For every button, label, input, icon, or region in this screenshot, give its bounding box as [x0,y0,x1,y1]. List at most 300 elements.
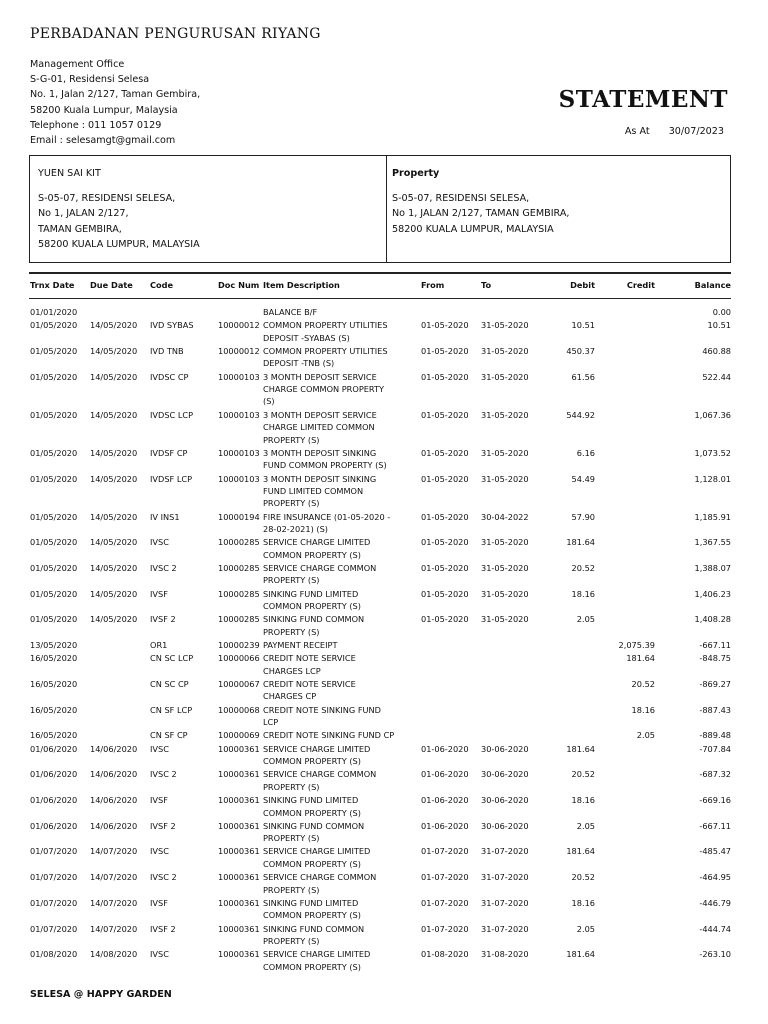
cell-trnx-date: 01/05/2020 [30,447,78,458]
cell-from: 01-05-2020 [421,473,469,484]
cell-balance: -485.47 [699,846,731,857]
cell-from: 01-07-2020 [421,897,469,908]
description-line: COMMON PROPERTY (S) [263,910,361,921]
cell-from: 01-06-2020 [421,743,469,754]
address-line: 58200 Kuala Lumpur, Malaysia [30,104,178,116]
cell-due-date: 14/05/2020 [90,614,138,625]
table-row [0,923,768,949]
description-line: PROPERTY (S) [263,781,320,792]
table-row [0,345,768,371]
cell-doc-num: 10000285 [218,588,260,599]
table-row [0,613,768,639]
cell-item-description [263,729,413,741]
description-line: 3 MONTH DEPOSIT SINKING [263,473,377,484]
cell-from: 01-05-2020 [421,371,469,382]
description-line: BALANCE B/F [263,307,318,317]
cell-credit: 18.16 [631,704,655,715]
description-line: CHARGES CP [263,691,317,702]
cell-doc-num: 10000285 [218,563,260,574]
cell-item-description [263,704,413,729]
description-line: COMMON PROPERTY (S) [263,807,361,818]
cell-balance: 10.51 [707,320,731,331]
cell-item-description [263,678,413,703]
cell-item-description [263,871,413,896]
description-line: PROPERTY (S) [263,498,320,509]
cell-code: IVSC [150,537,169,548]
cell-from: 01-05-2020 [421,320,469,331]
cell-doc-num: 10000012 [218,320,260,331]
description-line: SERVICE CHARGE COMMON [263,769,377,780]
cell-balance: -669.16 [699,795,731,806]
cell-from: 01-06-2020 [421,795,469,806]
cell-trnx-date: 01/07/2020 [30,872,78,883]
cell-debit: 181.64 [566,743,595,754]
cell-item-description [263,794,413,819]
cell-trnx-date: 01/07/2020 [30,923,78,934]
cell-code: IVSC [150,743,169,754]
cell-doc-num: 10000067 [218,679,260,690]
table-row [0,729,768,742]
cell-item-description [263,536,413,561]
cell-doc-num: 10000069 [218,730,260,741]
table-row [0,897,768,923]
cell-doc-num: 10000361 [218,923,260,934]
table-row [0,871,768,897]
telephone: Telephone : 011 1057 0129 [30,119,162,131]
cell-trnx-date: 01/06/2020 [30,795,78,806]
cell-doc-num: 10000361 [218,949,260,960]
col-header-debit: Debit [570,280,595,290]
table-row [0,704,768,730]
description-line: COMMON PROPERTY (S) [263,961,361,972]
col-header-code: Code [150,280,174,290]
footer-text: SELESA @ HAPPY GARDEN [30,989,172,1000]
address-line: Management Office [30,59,125,70]
cell-balance: -263.10 [699,949,731,960]
cell-doc-num: 10000285 [218,537,260,548]
cell-due-date: 14/06/2020 [90,820,138,831]
cell-trnx-date: 01/08/2020 [30,949,78,960]
cell-code: IVSF 2 [150,614,176,625]
cell-debit: 18.16 [571,588,595,599]
cell-trnx-date: 01/05/2020 [30,409,78,420]
cell-trnx-date: 01/05/2020 [30,511,78,522]
description-line: 3 MONTH DEPOSIT SERVICE [263,409,377,420]
cell-trnx-date: 01/01/2020 [30,307,78,317]
cell-debit: 181.64 [566,537,595,548]
cell-balance: -887.43 [699,704,731,715]
description-line: (S) [263,396,275,407]
cell-due-date: 14/07/2020 [90,923,138,934]
cell-doc-num: 10000361 [218,743,260,754]
cell-code: CN SC CP [150,679,189,690]
table-row [0,678,768,704]
cell-balance: -444.74 [699,923,731,934]
col-header-balance: Balance [694,280,731,290]
description-line: CHARGE LIMITED COMMON [263,422,375,433]
cell-trnx-date: 13/05/2020 [30,640,78,651]
cell-due-date: 14/07/2020 [90,846,138,857]
cell-to: 31-05-2020 [481,473,529,484]
cell-due-date: 14/07/2020 [90,897,138,908]
table-row [0,536,768,562]
cell-from: 01-05-2020 [421,345,469,356]
col-header-credit: Credit [626,280,655,290]
description-line: SERVICE CHARGE LIMITED [263,949,371,960]
customer-property-box [29,155,731,263]
cell-to: 31-05-2020 [481,371,529,382]
cell-trnx-date: 01/07/2020 [30,897,78,908]
cell-to: 31-05-2020 [481,563,529,574]
cell-to: 31-05-2020 [481,614,529,625]
cell-from: 01-07-2020 [421,872,469,883]
cell-item-description [263,923,413,948]
table-row [0,652,768,678]
cell-balance: 0.00 [712,307,731,317]
cell-doc-num: 10000361 [218,820,260,831]
cell-item-description [263,639,413,651]
cell-code: IVDSF LCP [150,473,193,484]
customer-block [38,166,200,253]
cell-code: IVSC 2 [150,769,177,780]
description-line: SINKING FUND COMMON [263,614,365,625]
description-line: FIRE INSURANCE (01-05-2020 - [263,511,391,522]
cell-balance: 1,388.07 [694,563,731,574]
cell-from: 01-06-2020 [421,769,469,780]
cell-code: IVDSF CP [150,447,188,458]
cell-code: IVSF [150,795,168,806]
cell-to: 31-05-2020 [481,588,529,599]
cell-item-description [263,473,413,510]
cell-debit: 10.51 [571,320,595,331]
cell-trnx-date: 01/07/2020 [30,846,78,857]
description-line: SERVICE CHARGE LIMITED [263,846,371,857]
table-row [0,306,768,319]
cell-code: CN SF CP [150,730,188,741]
description-line: FUND LIMITED COMMON [263,485,364,496]
col-header-item-description: Item Description [263,280,340,290]
cell-item-description [263,319,413,344]
cell-code: OR1 [150,640,168,651]
cell-trnx-date: 01/05/2020 [30,537,78,548]
description-line: CHARGE COMMON PROPERTY [263,384,385,395]
cell-from: 01-05-2020 [421,563,469,574]
table-row [0,845,768,871]
cell-due-date: 14/06/2020 [90,795,138,806]
customer-address-line: 58200 KUALA LUMPUR, MALAYSIA [38,239,200,250]
cell-balance: 460.88 [702,345,731,356]
description-line: COMMON PROPERTY (S) [263,549,361,560]
cell-balance: 1,073.52 [694,447,731,458]
description-line: SERVICE CHARGE COMMON [263,872,377,883]
table-row [0,562,768,588]
table-row [0,371,768,409]
description-line: 28-02-2021) (S) [263,524,328,535]
property-address-line: No 1, JALAN 2/127, TAMAN GEMBIRA, [392,208,570,219]
customer-address-line: TAMAN GEMBIRA, [38,223,122,235]
description-line: COMMON PROPERTY (S) [263,601,361,612]
description-line: COMMON PROPERTY UTILITIES [263,345,388,356]
cell-trnx-date: 16/05/2020 [30,653,78,664]
cell-code: IV INS1 [150,511,180,522]
cell-from: 01-05-2020 [421,447,469,458]
col-header-trnx-date: Trnx Date [30,280,75,290]
cell-doc-num: 10000103 [218,473,260,484]
table-row [0,820,768,846]
cell-due-date: 14/08/2020 [90,949,138,960]
cell-debit: 2.05 [576,923,595,934]
cell-debit: 57.90 [571,511,595,522]
description-line: PROPERTY (S) [263,575,320,586]
cell-doc-num: 10000066 [218,653,260,664]
cell-balance: -667.11 [699,820,731,831]
cell-code: IVSC [150,846,169,857]
customer-address-line: S-05-07, RESIDENSI SELESA, [38,192,176,204]
cell-due-date: 14/05/2020 [90,473,138,484]
organisation-address [30,57,200,148]
table-row [0,447,768,473]
cell-doc-num: 10000239 [218,640,260,651]
description-line: CHARGES LCP [263,665,321,676]
cell-balance: -667.11 [699,640,731,651]
cell-item-description [263,820,413,845]
description-line: SERVICE CHARGE LIMITED [263,743,371,754]
description-line: COMMON PROPERTY UTILITIES [263,320,388,331]
cell-code: IVSF [150,897,168,908]
col-header-to: To [481,280,492,290]
address-line: No. 1, Jalan 2/127, Taman Gembira, [30,89,201,101]
cell-doc-num: 10000194 [218,511,260,522]
cell-code: IVSC 2 [150,872,177,883]
box-divider [386,156,387,262]
cell-doc-num: 10000361 [218,872,260,883]
description-line: PROPERTY (S) [263,935,320,946]
cell-code: IVDSC CP [150,371,189,382]
cell-doc-num: 10000012 [218,345,260,356]
cell-trnx-date: 01/06/2020 [30,769,78,780]
cell-item-description [263,652,413,677]
cell-to: 31-05-2020 [481,320,529,331]
description-line: CREDIT NOTE SERVICE [263,679,356,690]
cell-due-date: 14/05/2020 [90,345,138,356]
cell-item-description [263,613,413,638]
cell-item-description [263,371,413,408]
cell-item-description [263,306,413,318]
cell-due-date: 14/05/2020 [90,588,138,599]
as-at-value: 30/07/2023 [668,126,724,137]
cell-credit: 2,075.39 [618,640,655,651]
cell-debit: 450.37 [566,345,595,356]
cell-doc-num: 10000361 [218,769,260,780]
cell-due-date: 14/05/2020 [90,563,138,574]
col-header-doc-num: Doc Num [218,280,260,290]
cell-from: 01-05-2020 [421,614,469,625]
cell-debit: 20.52 [571,563,595,574]
col-header-from: From [421,280,445,290]
cell-debit: 181.64 [566,846,595,857]
cell-item-description [263,845,413,870]
cell-due-date: 14/07/2020 [90,872,138,883]
description-line: FUND COMMON PROPERTY (S) [263,460,387,471]
transaction-table [0,306,768,974]
cell-item-description [263,588,413,613]
description-line: SINKING FUND COMMON [263,923,365,934]
description-line: PROPERTY (S) [263,833,320,844]
cell-credit: 20.52 [631,679,655,690]
cell-balance: -889.48 [699,730,731,741]
description-line: PROPERTY (S) [263,884,320,895]
cell-code: IVDSC LCP [150,409,194,420]
description-line: CREDIT NOTE SINKING FUND [263,704,381,715]
cell-trnx-date: 16/05/2020 [30,679,78,690]
table-row [0,794,768,820]
cell-code: CN SF LCP [150,704,193,715]
description-line: 3 MONTH DEPOSIT SINKING [263,447,377,458]
cell-to: 31-05-2020 [481,447,529,458]
cell-balance: 1,128.01 [694,473,731,484]
description-line: SERVICE CHARGE COMMON [263,563,377,574]
cell-balance: -464.95 [699,872,731,883]
property-address-line: S-05-07, RESIDENSI SELESA, [392,192,530,204]
cell-to: 31-07-2020 [481,897,529,908]
header-rule-bottom [29,298,731,299]
cell-debit: 2.05 [576,820,595,831]
cell-code: IVSF [150,588,168,599]
cell-debit: 61.56 [571,371,595,382]
cell-balance: 1,408.28 [694,614,731,625]
cell-debit: 18.16 [571,897,595,908]
cell-code: IVSF 2 [150,923,176,934]
cell-due-date: 14/06/2020 [90,769,138,780]
as-at-label: As At [624,126,650,137]
table-row [0,588,768,614]
cell-to: 31-07-2020 [481,872,529,883]
cell-doc-num: 10000361 [218,897,260,908]
description-line: SINKING FUND LIMITED [263,795,359,806]
customer-name: YUEN SAI KIT [38,168,101,179]
cell-from: 01-08-2020 [421,949,469,960]
cell-balance: -848.75 [699,653,731,664]
cell-item-description [263,562,413,587]
cell-doc-num: 10000103 [218,409,260,420]
cell-to: 31-05-2020 [481,345,529,356]
property-block [392,166,569,237]
cell-balance: -687.32 [699,769,731,780]
organisation-name: PERBADANAN PENGURUSAN RIYANG [30,26,321,42]
table-row [0,743,768,769]
cell-item-description [263,948,413,973]
description-line: LCP [263,717,279,728]
cell-trnx-date: 01/05/2020 [30,345,78,356]
cell-to: 31-05-2020 [481,409,529,420]
cell-to: 30-04-2022 [481,511,529,522]
description-line: PROPERTY (S) [263,626,320,637]
cell-debit: 6.16 [576,447,595,458]
cell-doc-num: 10000068 [218,704,260,715]
cell-code: IVSF 2 [150,820,176,831]
cell-code: IVSC 2 [150,563,177,574]
cell-trnx-date: 16/05/2020 [30,704,78,715]
cell-due-date: 14/05/2020 [90,537,138,548]
cell-due-date: 14/05/2020 [90,320,138,331]
description-line: DEPOSIT -SYABAS (S) [263,332,350,343]
cell-to: 30-06-2020 [481,795,529,806]
cell-trnx-date: 01/05/2020 [30,614,78,625]
cell-item-description [263,409,413,446]
cell-from: 01-07-2020 [421,846,469,857]
cell-item-description [263,768,413,793]
cell-debit: 181.64 [566,949,595,960]
cell-from: 01-05-2020 [421,409,469,420]
cell-trnx-date: 01/05/2020 [30,473,78,484]
cell-code: CN SC LCP [150,653,194,664]
cell-trnx-date: 01/05/2020 [30,371,78,382]
description-line: SINKING FUND LIMITED [263,588,359,599]
description-line: DEPOSIT -TNB (S) [263,358,335,369]
cell-to: 31-07-2020 [481,846,529,857]
cell-balance: -707.84 [699,743,731,754]
cell-from: 01-05-2020 [421,588,469,599]
description-line: CREDIT NOTE SERVICE [263,653,356,664]
cell-from: 01-05-2020 [421,511,469,522]
cell-debit: 20.52 [571,872,595,883]
cell-debit: 18.16 [571,795,595,806]
description-line: PROPERTY (S) [263,434,320,445]
cell-doc-num: 10000361 [218,846,260,857]
cell-from: 01-07-2020 [421,923,469,934]
cell-doc-num: 10000285 [218,614,260,625]
table-row [0,473,768,511]
cell-to: 31-08-2020 [481,949,529,960]
description-line: SINKING FUND LIMITED [263,897,359,908]
cell-from: 01-06-2020 [421,820,469,831]
description-line: COMMON PROPERTY (S) [263,756,361,767]
cell-item-description [263,897,413,922]
cell-due-date: 14/05/2020 [90,511,138,522]
description-line: SERVICE CHARGE LIMITED [263,537,371,548]
table-row [0,511,768,537]
cell-debit: 54.49 [571,473,595,484]
cell-doc-num: 10000103 [218,447,260,458]
cell-doc-num: 10000103 [218,371,260,382]
description-line: 3 MONTH DEPOSIT SERVICE [263,371,377,382]
cell-debit: 544.92 [566,409,595,420]
cell-to: 30-06-2020 [481,769,529,780]
cell-balance: -446.79 [699,897,731,908]
cell-code: IVD TNB [150,345,184,356]
statement-title: STATEMENT [558,86,728,113]
description-line: SINKING FUND COMMON [263,820,365,831]
cell-to: 31-05-2020 [481,537,529,548]
cell-trnx-date: 01/05/2020 [30,563,78,574]
customer-address-line: No 1, JALAN 2/127, [38,208,129,219]
table-row [0,409,768,447]
cell-balance: -869.27 [699,679,731,690]
property-address-line: 58200 KUALA LUMPUR, MALAYSIA [392,223,554,235]
property-label: Property [392,168,440,179]
cell-from: 01-05-2020 [421,537,469,548]
cell-to: 31-07-2020 [481,923,529,934]
cell-code: IVSC [150,949,169,960]
cell-balance: 522.44 [702,371,731,382]
table-row [0,319,768,345]
cell-to: 30-06-2020 [481,820,529,831]
cell-item-description [263,447,413,472]
cell-trnx-date: 01/05/2020 [30,588,78,599]
table-row [0,639,768,652]
cell-trnx-date: 01/06/2020 [30,743,78,754]
email: Email : selesamgt@gmail.com [30,135,176,147]
